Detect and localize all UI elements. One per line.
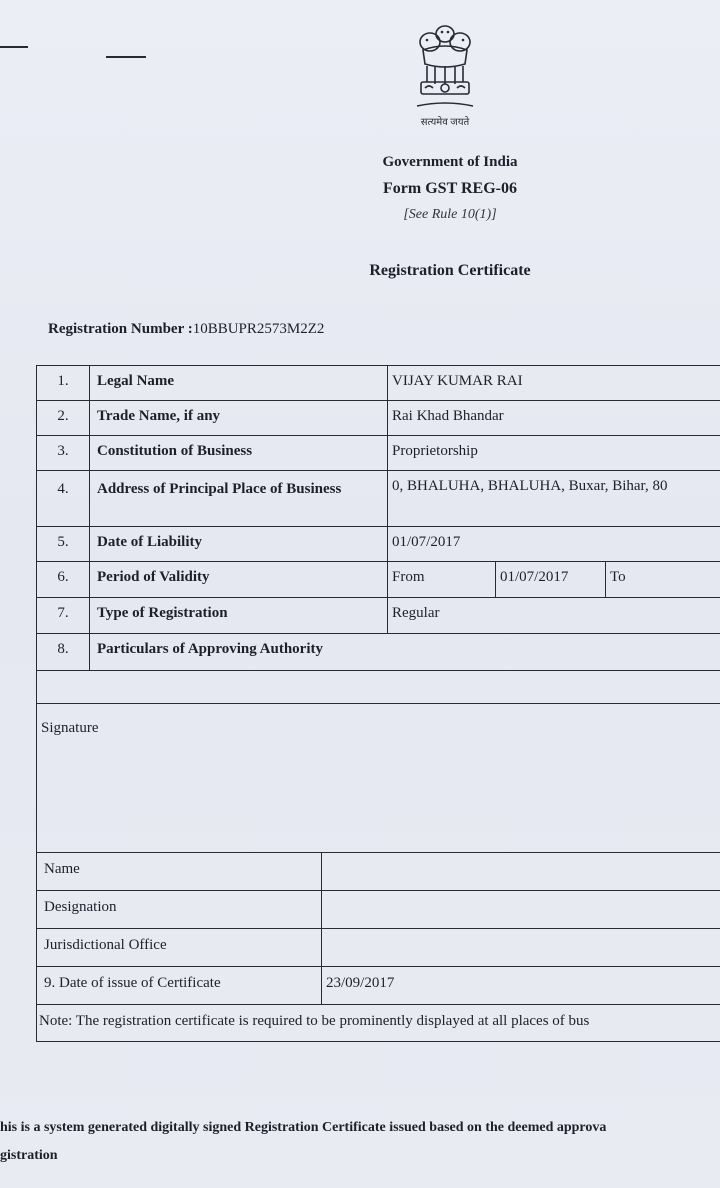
- authority-row: [36, 967, 720, 1005]
- row-value: 01/07/2017: [392, 534, 461, 550]
- pen-mark: [0, 46, 28, 48]
- signature-label: Signature: [41, 720, 99, 736]
- authority-value: 23/09/2017: [326, 975, 395, 991]
- table-row: [36, 527, 720, 562]
- national-emblem-icon: [413, 20, 477, 114]
- row-number: 6.: [36, 562, 90, 597]
- row-label: Constitution of Business: [90, 436, 388, 470]
- authority-label: Name: [36, 853, 322, 890]
- row-number: 3.: [36, 436, 90, 470]
- table-row: [36, 366, 720, 401]
- form-name: Form GST REG-06: [383, 180, 517, 197]
- validity-from-date: 01/07/2017: [496, 562, 606, 597]
- authority-label: Designation: [36, 891, 322, 928]
- table-row: [36, 401, 720, 436]
- row-label: Legal Name: [90, 366, 388, 400]
- row-value: Regular: [392, 605, 440, 621]
- row-label: Particulars of Approving Authority: [97, 641, 323, 657]
- footer-line: his is a system generated digitally signed Registration Certificate issued based on the deemed approva: [0, 1120, 607, 1135]
- validity-period: [388, 562, 720, 597]
- table-row: [36, 471, 720, 527]
- row-number: 1.: [36, 366, 90, 400]
- certificate-title: Registration Certificate: [369, 262, 531, 279]
- emblem-motto: सत्यमेव जयते: [420, 117, 470, 128]
- validity-to-label: To: [610, 569, 626, 585]
- row-value: Proprietorship: [392, 443, 478, 459]
- note-text: Note: The registration certificate is required to be prominently displayed at all places of bus: [39, 1013, 590, 1029]
- table-row: [36, 634, 720, 671]
- authority-value: [322, 853, 720, 890]
- row-value: 0, BHALUHA, BHALUHA, Buxar, Bihar, 80: [392, 478, 668, 494]
- registration-number-label: Registration Number :: [48, 321, 193, 337]
- footer-line: gistration: [0, 1148, 58, 1163]
- government-heading: Government of India: [382, 154, 518, 170]
- row-label: Date of Liability: [90, 527, 388, 561]
- blank-row: [36, 671, 720, 704]
- row-label: Address of Principal Place of Business: [90, 471, 388, 526]
- row-number: 5.: [36, 527, 90, 561]
- row-value: VIJAY KUMAR RAI: [392, 373, 523, 389]
- pen-mark: [106, 56, 146, 58]
- row-number: 2.: [36, 401, 90, 435]
- row-label: Trade Name, if any: [90, 401, 388, 435]
- display-note: [36, 1005, 720, 1042]
- authority-row: [36, 929, 720, 967]
- registration-number: [48, 321, 324, 338]
- authority-row: [36, 853, 720, 891]
- registration-number-value: 10BBUPR2573M2Z2: [192, 321, 325, 337]
- row-number: 4.: [36, 471, 90, 526]
- row-value: Rai Khad Bhandar: [392, 408, 504, 424]
- authority-label: Jurisdictional Office: [36, 929, 322, 966]
- row-number: 8.: [36, 634, 90, 670]
- row-label: Period of Validity: [90, 562, 388, 597]
- signature-block: [36, 704, 720, 853]
- rule-reference: [See Rule 10(1)]: [403, 207, 497, 222]
- authority-row: [36, 891, 720, 929]
- row-number: 7.: [36, 598, 90, 633]
- authority-value: [322, 929, 720, 966]
- system-generated-footer: [0, 1114, 720, 1170]
- authority-value: [322, 891, 720, 928]
- authority-label: 9. Date of issue of Certificate: [36, 967, 322, 1004]
- certificate-table: [36, 365, 720, 1042]
- row-label: Type of Registration: [90, 598, 388, 633]
- table-row: [36, 562, 720, 598]
- validity-from-label: From: [388, 562, 496, 597]
- table-row: [36, 598, 720, 634]
- table-row: [36, 436, 720, 471]
